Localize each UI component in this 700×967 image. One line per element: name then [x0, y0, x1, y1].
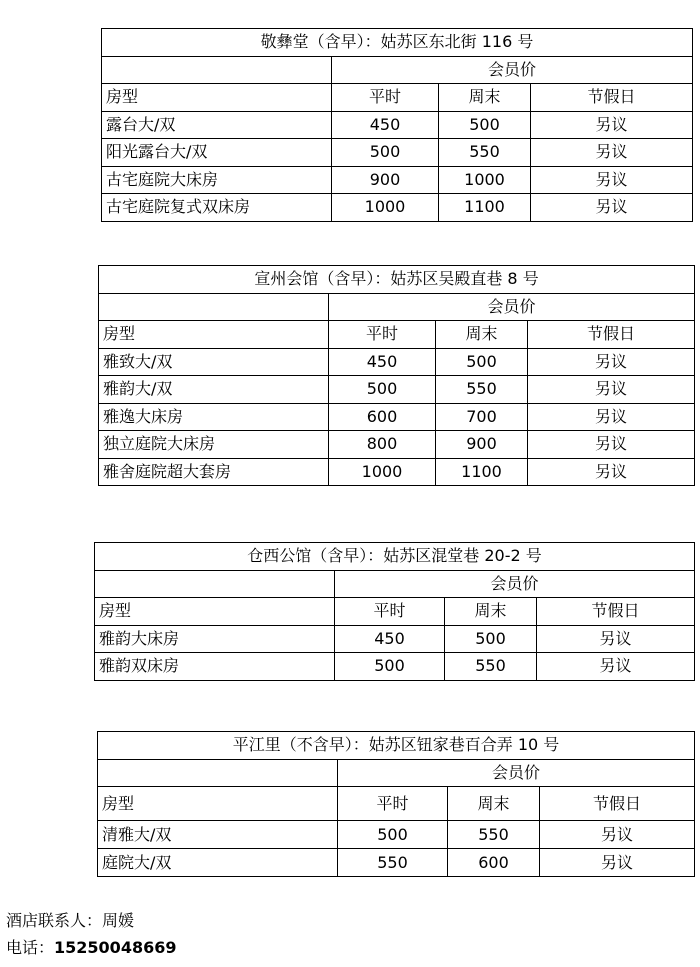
weekday-price: 450 [329, 348, 436, 376]
hotel-table-1 [101, 28, 693, 222]
holiday-price: 另议 [540, 849, 695, 877]
holiday-price: 另议 [531, 166, 693, 194]
holiday-price: 另议 [537, 653, 695, 681]
weekend-price: 550 [448, 821, 540, 849]
weekday-price: 500 [332, 139, 439, 167]
weekday-price: 500 [329, 376, 436, 404]
weekend-price: 500 [436, 348, 528, 376]
weekday-price: 800 [329, 431, 436, 459]
room-type-header: 房型 [99, 321, 329, 349]
room-name: 阳光露台大/双 [102, 139, 332, 167]
holiday-price: 另议 [528, 348, 695, 376]
room-name: 雅逸大床房 [99, 403, 329, 431]
weekend-price: 600 [448, 849, 540, 877]
table-row [102, 111, 693, 139]
contact-person-label: 酒店联系人： [6, 911, 103, 930]
room-name: 独立庭院大床房 [99, 431, 329, 459]
member-price-header: 会员价 [335, 570, 695, 598]
blank-cell [102, 56, 332, 84]
hotel-title: 平江里（不含早）：姑苏区钮家巷百合弄 10 号 [98, 732, 695, 760]
table-row [99, 458, 695, 486]
weekday-header: 平时 [329, 321, 436, 349]
holiday-price: 另议 [531, 139, 693, 167]
holiday-header: 节假日 [531, 84, 693, 112]
holiday-price: 另议 [528, 376, 695, 404]
table-row [95, 625, 695, 653]
weekend-header: 周末 [445, 598, 537, 626]
weekday-header: 平时 [335, 598, 445, 626]
hotel-title: 敬彝堂（含早）：姑苏区东北街 116 号 [102, 29, 693, 57]
hotel-table-3 [94, 542, 695, 681]
blank-cell [99, 293, 329, 321]
holiday-price: 另议 [531, 111, 693, 139]
weekend-price: 500 [445, 625, 537, 653]
table-row [95, 653, 695, 681]
contact-phone-label: 电话： [6, 938, 55, 957]
weekday-price: 450 [332, 111, 439, 139]
weekday-header: 平时 [338, 787, 448, 821]
room-type-header: 房型 [98, 787, 338, 821]
weekday-price: 1000 [332, 194, 439, 222]
weekend-price: 550 [439, 139, 531, 167]
room-name: 雅致大/双 [99, 348, 329, 376]
weekend-price: 900 [436, 431, 528, 459]
holiday-header: 节假日 [540, 787, 695, 821]
weekend-price: 1100 [436, 458, 528, 486]
contact-phone-line [6, 940, 176, 956]
holiday-price: 另议 [528, 403, 695, 431]
weekday-header: 平时 [332, 84, 439, 112]
room-type-header: 房型 [102, 84, 332, 112]
weekend-price: 550 [445, 653, 537, 681]
table-row [102, 166, 693, 194]
table-row [102, 194, 693, 222]
weekend-price: 700 [436, 403, 528, 431]
blank-cell [98, 759, 338, 787]
member-price-header: 会员价 [329, 293, 695, 321]
holiday-header: 节假日 [528, 321, 695, 349]
room-name: 露台大/双 [102, 111, 332, 139]
weekend-price: 1000 [439, 166, 531, 194]
table-row [99, 376, 695, 404]
holiday-price: 另议 [531, 194, 693, 222]
weekday-price: 600 [329, 403, 436, 431]
table-row [99, 348, 695, 376]
table-row [99, 431, 695, 459]
table-row [102, 139, 693, 167]
weekday-price: 1000 [329, 458, 436, 486]
holiday-price: 另议 [528, 431, 695, 459]
hotel-title: 仓西公馆（含早）：姑苏区混堂巷 20-2 号 [95, 543, 695, 571]
holiday-price: 另议 [528, 458, 695, 486]
weekday-price: 550 [338, 849, 448, 877]
weekday-price: 500 [335, 653, 445, 681]
table-row [98, 849, 695, 877]
hotel-table-2 [98, 265, 695, 486]
weekend-header: 周末 [436, 321, 528, 349]
weekday-price: 450 [335, 625, 445, 653]
hotel-table-4 [97, 731, 695, 877]
room-name: 雅韵双床房 [95, 653, 335, 681]
holiday-header: 节假日 [537, 598, 695, 626]
blank-cell [95, 570, 335, 598]
weekend-price: 1100 [439, 194, 531, 222]
weekday-price: 500 [338, 821, 448, 849]
weekday-price: 900 [332, 166, 439, 194]
table-row [98, 821, 695, 849]
contact-person-name: 周媛 [102, 911, 135, 930]
hotel-title: 宣州会馆（含早）：姑苏区吴殿直巷 8 号 [99, 266, 695, 294]
room-name: 古宅庭院大床房 [102, 166, 332, 194]
member-price-header: 会员价 [332, 56, 693, 84]
room-name: 清雅大/双 [98, 821, 338, 849]
room-type-header: 房型 [95, 598, 335, 626]
room-name: 雅韵大床房 [95, 625, 335, 653]
table-row [99, 403, 695, 431]
holiday-price: 另议 [537, 625, 695, 653]
room-name: 雅韵大/双 [99, 376, 329, 404]
weekend-price: 500 [439, 111, 531, 139]
weekend-price: 550 [436, 376, 528, 404]
contact-phone-number: 15250048669 [54, 938, 177, 957]
holiday-price: 另议 [540, 821, 695, 849]
room-name: 庭院大/双 [98, 849, 338, 877]
member-price-header: 会员价 [338, 759, 695, 787]
room-name: 雅舍庭院超大套房 [99, 458, 329, 486]
weekend-header: 周末 [439, 84, 531, 112]
weekend-header: 周末 [448, 787, 540, 821]
contact-person-line [6, 913, 134, 929]
room-name: 古宅庭院复式双床房 [102, 194, 332, 222]
